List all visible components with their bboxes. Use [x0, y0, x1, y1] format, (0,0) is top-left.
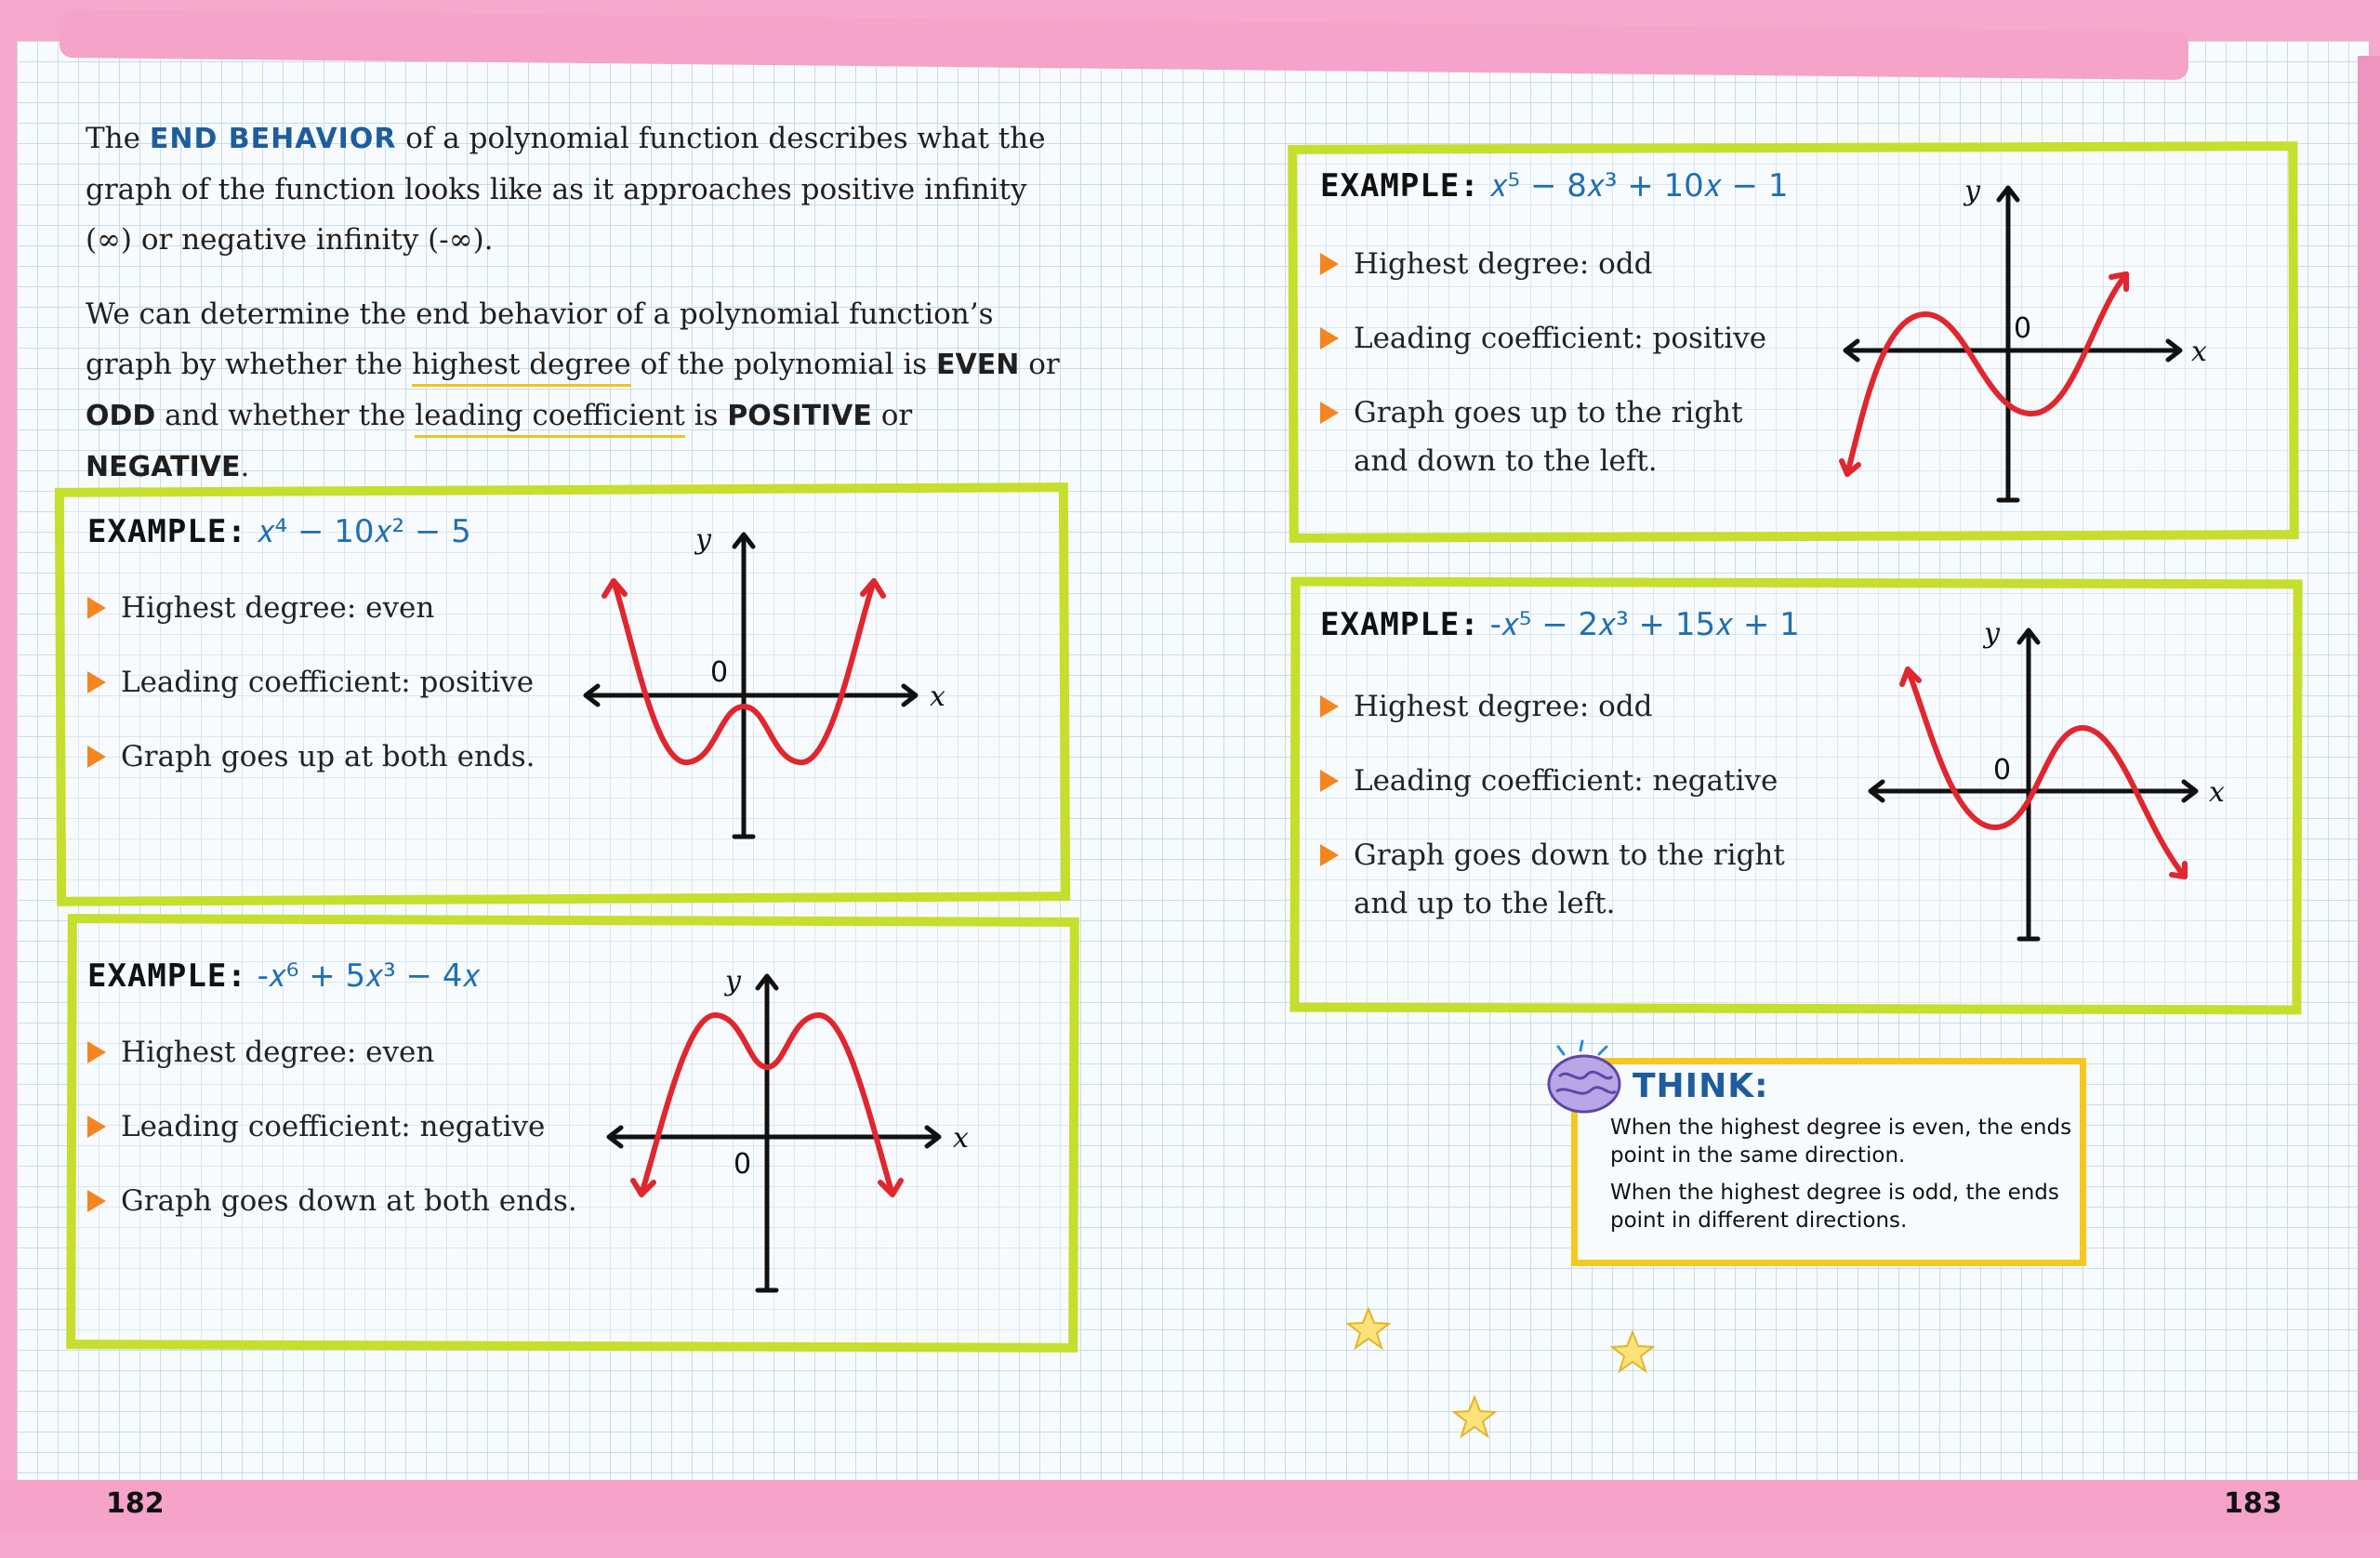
y-axis-label: 𝑦 [725, 965, 741, 997]
bullet-arrow-icon [87, 671, 106, 693]
bullet-arrow-icon [1320, 695, 1339, 718]
origin-label: 0 [1993, 754, 2012, 786]
bottom-washi-tape [0, 1480, 2380, 1532]
example-2-bullet-1: Highest degree: even [87, 1028, 434, 1076]
bullet-arrow-icon [87, 1190, 106, 1212]
intro-text [86, 113, 1071, 517]
think-line-4: point in different directions. [1610, 1208, 1908, 1233]
end-behavior-term: END BEHAVIOR [149, 123, 397, 155]
example-2-equation: -𝑥⁶ + 5𝑥³ − 4𝑥 [257, 957, 481, 995]
example-3-title: EXAMPLE: 𝑥⁵ − 8𝑥³ + 10𝑥 − 1 [1320, 167, 1789, 205]
bullet-arrow-icon [1320, 770, 1339, 792]
example-1-title: EXAMPLE: 𝑥⁴ − 10𝑥² − 5 [87, 513, 471, 550]
think-line-3: When the highest degree is odd, the ends [1610, 1181, 2059, 1205]
page-number-right: 183 [2224, 1487, 2282, 1520]
y-axis-label: 𝑦 [695, 523, 711, 556]
think-line-2: point in the same direction. [1610, 1143, 1906, 1168]
x-axis-label: 𝑥 [930, 680, 945, 713]
example-3-equation: 𝑥⁵ − 8𝑥³ + 10𝑥 − 1 [1489, 167, 1789, 205]
page-number-left: 182 [106, 1487, 165, 1520]
x-axis-label: 𝑥 [953, 1122, 969, 1155]
example-3-bullet-2: Leading coefficient: positive [1320, 314, 1766, 363]
bullet-arrow-icon [1320, 253, 1339, 275]
bullet-arrow-icon [1320, 844, 1339, 866]
example-1-bullet-3: Graph goes up at both ends. [87, 733, 536, 781]
bullet-arrow-icon [87, 746, 106, 768]
example-1-bullet-1: Highest degree: even [87, 584, 434, 632]
example-2-bullet-3: Graph goes down at both ends. [87, 1177, 577, 1225]
intro-paragraph-1: The END BEHAVIOR of a polynomial function describes what the graph of the function looks like as it approaches positive infinity (∞) or negative infinity (-∞). [86, 122, 1046, 257]
example-2-graph [600, 957, 1009, 1311]
origin-label: 0 [710, 656, 729, 689]
example-4-equation: -𝑥⁵ − 2𝑥³ + 15𝑥 + 1 [1489, 606, 1800, 643]
example-3-bullet-3: Graph goes up to the right [1320, 389, 1743, 437]
star-icon [1610, 1329, 1655, 1374]
y-axis-label: 𝑦 [1964, 175, 1980, 207]
example-4-bullet-3: Graph goes down to the right [1320, 831, 1785, 879]
example-3-graph [1836, 167, 2227, 511]
example-3-bullet-1: Highest degree: odd [1320, 240, 1653, 288]
bullet-arrow-icon [87, 597, 106, 619]
example-4-bullet-2: Leading coefficient: negative [1320, 757, 1778, 805]
star-icon [1452, 1394, 1497, 1439]
right-page-edge [2358, 56, 2380, 1487]
example-1-bullet-2: Leading coefficient: positive [87, 658, 534, 706]
example-2-title: EXAMPLE: -𝑥⁶ + 5𝑥³ − 4𝑥 [87, 957, 481, 995]
example-4-graph [1859, 602, 2250, 956]
think-line-1: When the highest degree is even, the ends [1610, 1116, 2072, 1140]
origin-label: 0 [734, 1148, 752, 1181]
x-axis-label: 𝑥 [2209, 776, 2225, 809]
example-3-bullet-3-cont: and down to the left. [1354, 444, 1658, 478]
example-4-bullet-3-cont: and up to the left. [1354, 887, 1616, 920]
bullet-arrow-icon [87, 1041, 106, 1063]
bullet-arrow-icon [1320, 402, 1339, 424]
example-1-equation: 𝑥⁴ − 10𝑥² − 5 [257, 513, 471, 550]
brain-icon [1536, 1039, 1638, 1123]
highest-degree-term: highest degree [412, 348, 631, 387]
intro-paragraph-2: We can determine the end behavior of a polynomial function’s graph by whether the highest degree of the polynomial is EVEN or ODD and whether the leading coefficient is POSITIVE or NEGATIVE. [86, 297, 1060, 483]
leading-coefficient-term: leading coefficient [415, 399, 685, 438]
bullet-arrow-icon [87, 1116, 106, 1138]
example-2-bullet-2: Leading coefficient: negative [87, 1102, 545, 1151]
x-axis-label: 𝑥 [2191, 336, 2207, 368]
example-4-title: EXAMPLE: -𝑥⁵ − 2𝑥³ + 15𝑥 + 1 [1320, 606, 1800, 643]
bullet-arrow-icon [1320, 327, 1339, 350]
example-1-graph [576, 516, 985, 860]
think-title: THINK: [1633, 1067, 1769, 1105]
y-axis-label: 𝑦 [1984, 617, 2000, 650]
star-icon [1346, 1306, 1391, 1351]
example-4-bullet-1: Highest degree: odd [1320, 682, 1653, 731]
origin-label: 0 [2014, 312, 2032, 345]
